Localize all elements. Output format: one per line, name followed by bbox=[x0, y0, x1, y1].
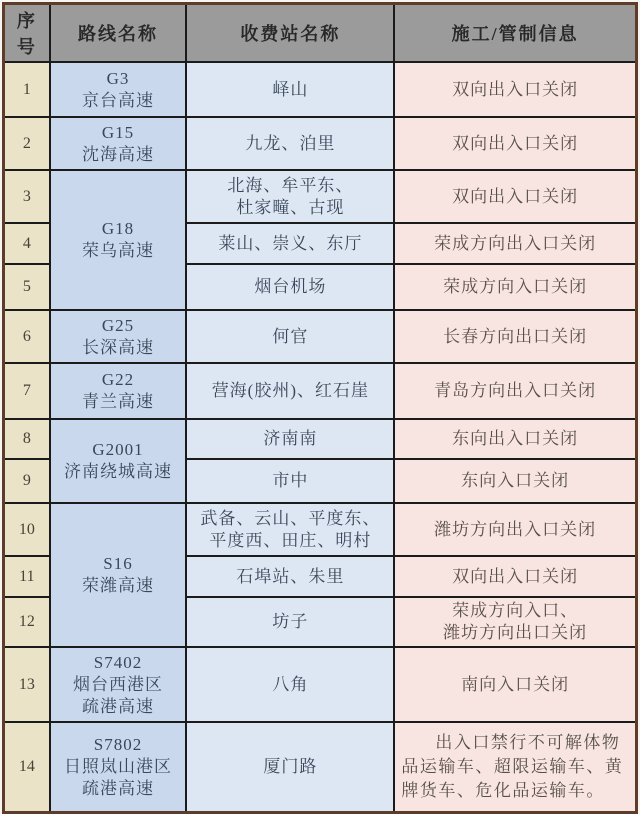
route-cell-g22 bbox=[50, 363, 187, 419]
stations-cell: 石埠站、朱里 bbox=[186, 556, 394, 597]
stations-cell: 何官 bbox=[186, 310, 394, 363]
column-header-route: 路线名称 bbox=[50, 4, 187, 63]
seq-cell: 8 bbox=[4, 419, 50, 459]
stations-cell: 济南南 bbox=[186, 419, 394, 459]
column-header-seq: 序号 bbox=[4, 4, 50, 63]
stations-cell: 坊子 bbox=[186, 597, 394, 647]
route-code: G25 bbox=[101, 315, 135, 335]
info-line: 品运输车、超限运输车、黄 bbox=[401, 756, 624, 776]
seq-cell: 6 bbox=[4, 310, 50, 363]
closure-table bbox=[2, 2, 638, 814]
header-row bbox=[4, 4, 637, 63]
seq-cell: 7 bbox=[4, 363, 50, 419]
route-cell-s16 bbox=[50, 503, 187, 647]
route-name: 济南绕城高速 bbox=[64, 462, 173, 481]
stations-line: 杜家疃、古现 bbox=[236, 197, 345, 217]
info-line: 牌货车、危化品运输车。 bbox=[401, 780, 605, 800]
route-code: S16 bbox=[103, 554, 133, 573]
info-line: 潍坊方向出口关闭 bbox=[443, 623, 588, 642]
stations-cell bbox=[186, 170, 394, 223]
info-cell: 双向出入口关闭 bbox=[394, 170, 636, 223]
route-name: 荣乌高速 bbox=[82, 241, 155, 260]
seq-cell: 9 bbox=[4, 459, 50, 503]
info-line: 出入口禁行不可解体物 bbox=[435, 732, 621, 752]
route-code: G3 bbox=[106, 68, 130, 88]
stations-cell: 九龙、泊里 bbox=[186, 117, 394, 170]
info-cell: 东向出入口关闭 bbox=[394, 419, 636, 459]
route-name: 疏港高速 bbox=[82, 696, 155, 716]
route-code: G15 bbox=[101, 122, 135, 142]
column-header-stations: 收费站名称 bbox=[186, 4, 394, 63]
route-cell-g25 bbox=[50, 310, 187, 363]
seq-cell: 4 bbox=[4, 223, 50, 264]
stations-line: 平度西、田庄、明村 bbox=[209, 530, 372, 550]
seq-cell: 10 bbox=[4, 503, 50, 556]
table-row bbox=[4, 310, 637, 363]
route-cell-g3 bbox=[50, 62, 187, 117]
route-name: 烟台西港区 bbox=[73, 674, 164, 694]
route-code: S7802 bbox=[93, 734, 143, 754]
info-cell: 荣成方向出入口关闭 bbox=[394, 223, 636, 264]
route-name: 京台高速 bbox=[82, 90, 155, 110]
info-cell: 双向出入口关闭 bbox=[394, 62, 636, 117]
info-cell: 双向出入口关闭 bbox=[394, 117, 636, 170]
seq-cell: 14 bbox=[4, 722, 50, 812]
stations-cell: 厦门路 bbox=[186, 722, 394, 812]
info-cell: 东向入口关闭 bbox=[394, 459, 636, 503]
route-cell-g18 bbox=[50, 170, 187, 310]
info-cell: 长春方向出口关闭 bbox=[394, 310, 636, 363]
column-header-info: 施工/管制信息 bbox=[394, 4, 636, 63]
table-row bbox=[4, 419, 637, 459]
table-row bbox=[4, 503, 637, 556]
seq-cell: 12 bbox=[4, 597, 50, 647]
info-cell bbox=[394, 722, 636, 812]
seq-cell: 13 bbox=[4, 647, 50, 722]
stations-line: 武备、云山、平度东、 bbox=[200, 508, 381, 528]
route-cell-s7402 bbox=[50, 647, 187, 722]
stations-cell: 八角 bbox=[186, 647, 394, 722]
stations-cell: 峄山 bbox=[186, 62, 394, 117]
stations-cell: 市中 bbox=[186, 459, 394, 503]
info-cell: 荣成方向入口关闭 bbox=[394, 264, 636, 310]
route-code: S7402 bbox=[93, 652, 143, 672]
table-row bbox=[4, 170, 637, 223]
table-row bbox=[4, 117, 637, 170]
route-name: 荣潍高速 bbox=[82, 576, 155, 595]
info-cell: 双向出入口关闭 bbox=[394, 556, 636, 597]
stations-cell: 营海(胶州)、红石崖 bbox=[186, 363, 394, 419]
seq-cell: 3 bbox=[4, 170, 50, 223]
table-row bbox=[4, 363, 637, 419]
route-name: 长深高速 bbox=[82, 337, 155, 357]
info-line: 荣成方向入口、 bbox=[452, 601, 579, 620]
route-name: 日照岚山港区 bbox=[64, 756, 173, 776]
route-code: G18 bbox=[101, 219, 135, 238]
route-code: G22 bbox=[101, 370, 135, 389]
info-cell: 青岛方向出入口关闭 bbox=[394, 363, 636, 419]
route-name: 疏港高速 bbox=[82, 778, 155, 798]
stations-cell: 莱山、崇义、东厅 bbox=[186, 223, 394, 264]
table-row bbox=[4, 62, 637, 117]
stations-line: 北海、牟平东、 bbox=[227, 175, 354, 195]
route-name: 沈海高速 bbox=[82, 144, 155, 164]
info-cell: 潍坊方向出入口关闭 bbox=[394, 503, 636, 556]
stations-cell bbox=[186, 503, 394, 556]
route-code: G2001 bbox=[92, 440, 144, 459]
info-cell: 南向入口关闭 bbox=[394, 647, 636, 722]
seq-cell: 1 bbox=[4, 62, 50, 117]
route-name: 青兰高速 bbox=[82, 392, 155, 411]
seq-cell: 2 bbox=[4, 117, 50, 170]
route-cell-g2001 bbox=[50, 419, 187, 503]
seq-cell: 11 bbox=[4, 556, 50, 597]
table-row bbox=[4, 647, 637, 722]
route-cell-s7802 bbox=[50, 722, 187, 812]
stations-cell: 烟台机场 bbox=[186, 264, 394, 310]
seq-cell: 5 bbox=[4, 264, 50, 310]
info-cell bbox=[394, 597, 636, 647]
route-cell-g15 bbox=[50, 117, 187, 170]
table-row bbox=[4, 722, 637, 812]
